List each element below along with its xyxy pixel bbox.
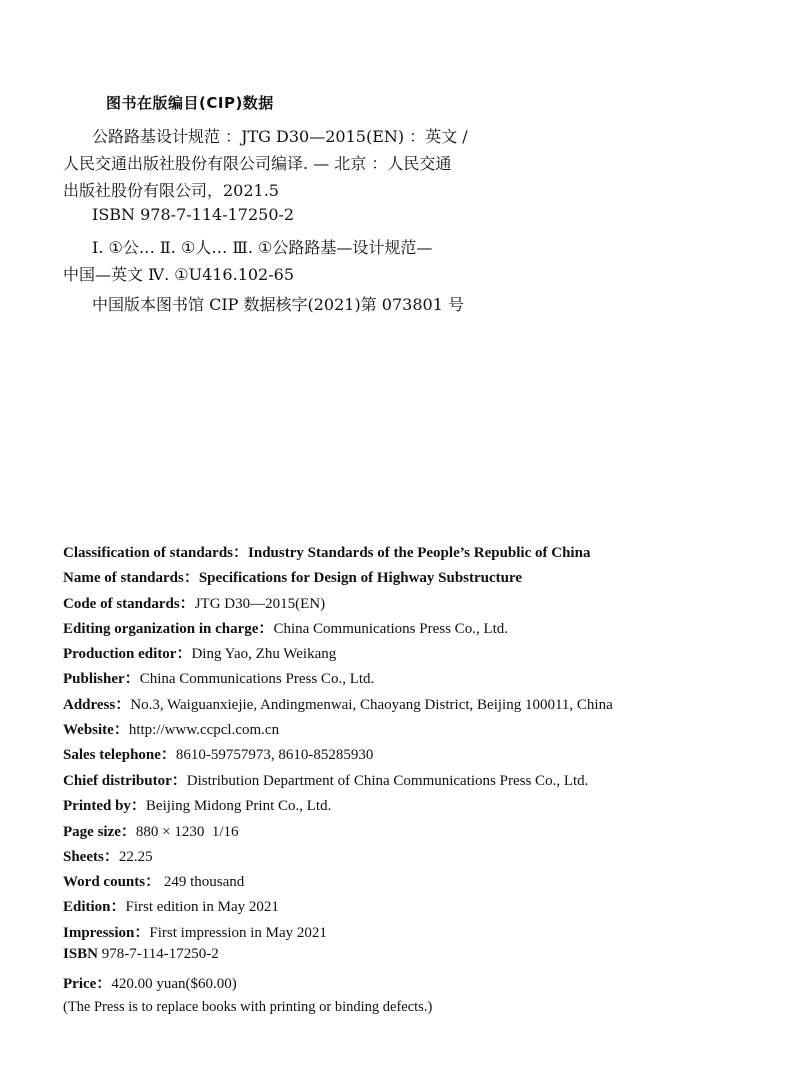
- info-classification: Classification of standards：Industry Standards of the People’s Republic of China: [63, 545, 591, 561]
- cip-title: 图书在版编目(CIP)数据: [106, 94, 274, 112]
- info-price: Price：420.00 yuan($60.00): [63, 976, 237, 992]
- info-sales-telephone: Sales telephone：8610-59757973, 8610-85285930: [63, 747, 374, 763]
- info-edition: Edition：First edition in May 2021: [63, 899, 279, 915]
- info-page-size: Page size：880 × 1230 1/16: [63, 824, 239, 840]
- cip-line-1: 公路路基设计规范 ：JTG D30—2015(EN) ：英文 /: [92, 127, 468, 146]
- info-address: Address：No.3, Waiguanxiejie, Andingmenwai, Chaoyang District, Beijing 100011, China: [63, 697, 613, 713]
- info-word-counts: Word counts： 249 thousand: [63, 874, 245, 890]
- info-code: Code of standards：JTG D30—2015(EN): [63, 596, 326, 612]
- cip-line-3: 出版社股份有限公司，2021.5: [63, 181, 279, 200]
- info-isbn: ISBN 978-7-114-17250-2: [63, 946, 219, 962]
- info-chief-distributor: Chief distributor：Distribution Department of China Communications Press Co., Ltd.: [63, 773, 589, 789]
- info-editing-org: Editing organization in charge：China Communications Press Co., Ltd.: [63, 621, 509, 637]
- info-sheets: Sheets：22.25: [63, 849, 153, 865]
- info-name: Name of standards：Specifications for Design of Highway Substructure: [63, 570, 523, 586]
- cip-classification-2: 中国—英文 Ⅳ. ①U416.102-65: [63, 265, 295, 284]
- cip-classification-1: Ⅰ. ①公… Ⅱ. ①人… Ⅲ. ①公路路基—设计规范—: [92, 238, 433, 257]
- info-printed-by: Printed by：Beijing Midong Print Co., Ltd.: [63, 798, 332, 814]
- replacement-notice: (The Press is to replace books with printing or binding defects.): [63, 999, 433, 1015]
- info-impression: Impression：First impression in May 2021: [63, 925, 327, 941]
- cip-record-number: 中国版本图书馆 CIP 数据核字(2021)第 073801 号: [92, 295, 464, 314]
- cip-line-2: 人民交通出版社股份有限公司编译. — 北京 ：人民交通: [63, 154, 452, 173]
- cip-isbn: ISBN 978-7-114-17250-2: [92, 205, 295, 224]
- info-publisher: Publisher：China Communications Press Co., Ltd.: [63, 671, 375, 687]
- info-production-editor: Production editor：Ding Yao, Zhu Weikang: [63, 646, 337, 662]
- info-website: Website：http://www.ccpcl.com.cn: [63, 722, 280, 738]
